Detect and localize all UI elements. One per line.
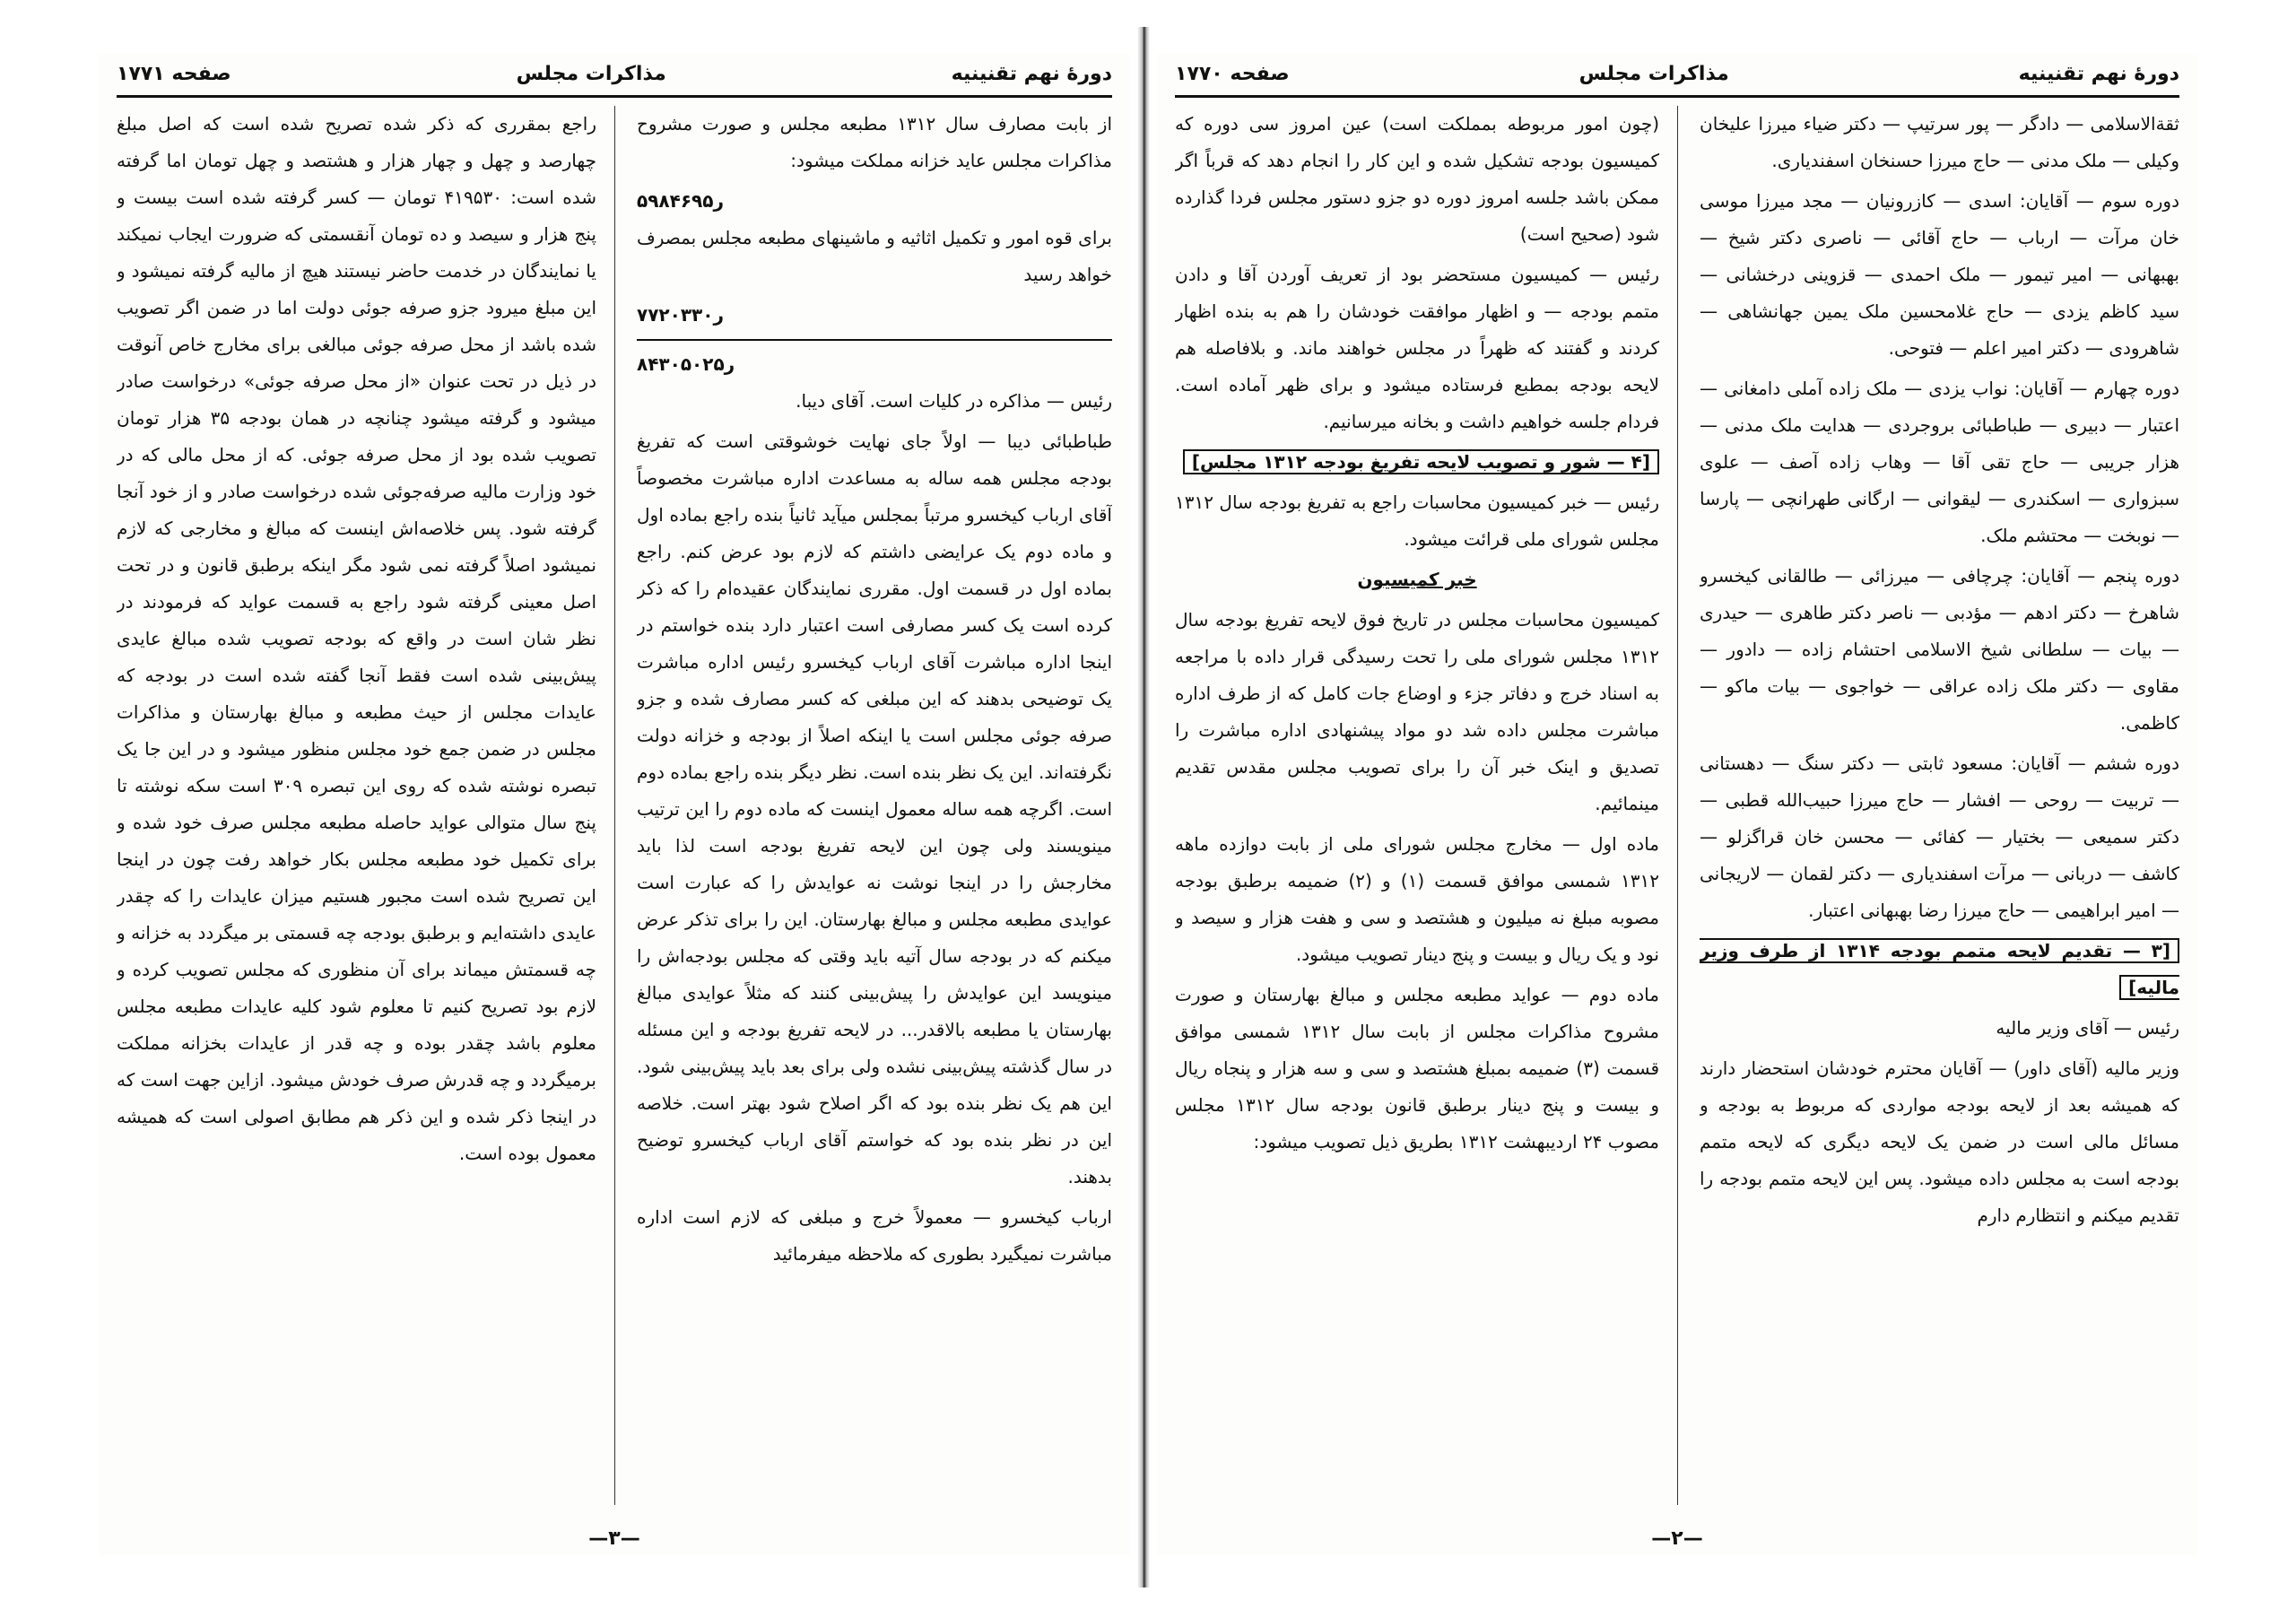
paragraph: رئیس — خبر کمیسیون محاسبات راجع به تفریغ بودجه سال ۱۳۱۲ مجلس شورای ملی قرائت میشود. — [1175, 491, 1659, 550]
right-header-page: صفحه ۱۷۷۰ — [1175, 62, 1290, 85]
left-header-rule — [117, 95, 1112, 98]
paragraph: وزیر مالیه (آقای داور) — آقایان محترم خودشان استحضار دارند که همیشه بعد از لایحه بودجه مواردی که مربوط به بودجه و مسائل مالی است در ضمن یک لایحه دیگری که لایحه متمم بودجه است به مجلس داده میشود. پس این لایحه متمم بودجه را تقدیم میکنم و انتظارم دارم — [1700, 1057, 2179, 1226]
left-page-header — [117, 54, 1112, 93]
right-page-col-right — [1700, 106, 2179, 1505]
amount: ۵۹۸۴۶ر۹۵ — [637, 190, 724, 212]
paragraph: رئیس — آقای وزیر مالیه — [1996, 1017, 2179, 1039]
paragraph: از بابت مصارف سال ۱۳۱۲ مطبعه مجلس و صورت مشروح مذاکرات مجلس عاید خزانه مملکت میشود: — [637, 113, 1112, 171]
paragraph: برای قوه امور و تکمیل اثاثیه و ماشینهای مطبعه مجلس بمصرف خواهد رسید — [637, 227, 1112, 285]
left-header-title: مذاکرات مجلس — [516, 62, 666, 85]
right-page-number: —۲— — [1651, 1527, 1703, 1550]
left-header-page: صفحه ۱۷۷۱ — [117, 62, 231, 85]
column-rule — [614, 106, 615, 1505]
right-header-title: مذاکرات مجلس — [1578, 62, 1729, 85]
paragraph: رئیس — کمیسیون مستحضر بود از تعریف آوردن آقا و دادن متمم بودجه — و اظهار موافقت خودشان را هم به بنده اظهار کردند و گفتند که ظهراً در مجلس خواهند ماند. و بلافاصله هم لایحه بودجه بمطبع فرستاده میشود و برای ظهر آماده است. فردام جلسه خواهیم داشت و بخانه میرسانیم. — [1175, 264, 1659, 432]
paragraph: کمیسیون محاسبات مجلس در تاریخ فوق لایحه تفریغ بودجه سال ۱۳۱۲ مجلس شورای ملی را تحت رسیدگی قرار داده با مراجعه به اسناد خرج و دفاتر جزء و اوضاع جات کامل که از طرف اداره مباشرت مجلس داده شد دو مواد پیشنهادی اداره مباشرت را تصدیق و اینک خبر آن را برای تصویب مجلس مقدس تقدیم مینمائیم. — [1175, 609, 1659, 814]
paragraph: دوره ششم — آقایان: مسعود ثابتی — دکتر سنگ — دهستانی — تربیت — روحی — افشار — حاج میرزا حبیب‌الله قطبی — دکتر سمیعی — بختیار — کفائی — محسن خان قراگزلو — کاشف — دربانی — مرآت اسفندیاری — دکتر لقمان — لاریجانی — امیر ابراهیمی — حاج میرزا رضا بهبهانی اعتبار. — [1700, 752, 2179, 921]
paragraph: دوره چهارم — آقایان: نواب یزدی — ملک زاده آملی دامغانی — اعتبار — دبیری — طباطبائی بروجردی — هدایت ملک مدنی — هزار جریبی — حاج تقی آقا — وهاب زاده آصف — علوی سبزواری — اسکندری — لیقوانی — ارگانی طهرانچی — پارسا — نوبخت — محتشم ملک. — [1700, 378, 2179, 546]
paragraph: طباطبائی دیبا — اولاً جای نهایت خوشوقتی است که تفریغ بودجه مجلس همه ساله به مساعدت اداره مباشرت مخصوصاً آقای ارباب کیخسرو مرتباً بمجلس میآید ثانیاً بنده راجع بماده اول و ماده دوم یک عرایضی داشتم که لازم بود عرض کنم. راجع بماده اول در قسمت اول. مقرری نمایندگان عقیده‌ام را که ذکر کرده است یک کسر مصارفی است اعتبار دارد بنده خواستم در اینجا اداره مباشرت آقای ارباب کیخسرو رئیس اداره مباشرت یک توضیحی بدهند که این مبلغی که کسر مصارف شده و جزو صرفه جوئی مجلس است یا اینکه اصلاً از بودجه و خزانه دولت نگرفته‌اند. این یک نظر بنده است. نظر دیگر بنده راجع بماده دوم است. اگرچه همه ساله معمول اینست که ماده دوم را این ترتیب مینویسند ولی چون این لایحه تفریغ بودجه است لذا باید مخارجش را در اینجا نوشت نه عوایدش را که عبارت است عوایدی مطبعه مجلس و مبالغ بهارستان. این را برای تذکر عرض میکنم که در بودجه سال آتیه باید وقتی که مجلس بودجه‌اش را مینویسد این عوایدش را پیش‌بینی کنند که مثلاً عوایدی مبالغ بهارستان یا مطبعه بالاقدر... در لایحه تفریغ بودجه و این مسئله در سال گذشته پیش‌بینی نشده ولی برای بعد باید پیش‌بینی شود. این هم یک نظر بنده بود که اگر اصلاح شود بهتر است. خلاصه این در نظر بنده بود که خواستم آقای ارباب کیخسرو توضیح بدهند. — [637, 431, 1112, 1187]
paragraph: ارباب کیخسرو — معمولاً خرج و مبلغی که لازم است اداره مباشرت نمیگیرد بطوری که ملاحظه میفرمائید — [637, 1206, 1112, 1265]
right-page — [1157, 54, 2197, 1555]
amount-total: ۸۴۳۰۵۰ر۲۵ — [637, 353, 735, 375]
right-page-header — [1175, 54, 2179, 93]
left-page-col-left — [117, 106, 596, 1505]
left-page-col-right — [637, 106, 1112, 1505]
right-header-volume: دورهٔ نهم تقنینیه — [2018, 62, 2179, 85]
paragraph: (چون امور مربوطه بمملکت است) عین امروز سی دوره که کمیسیون بودجه تشکیل شده و این کار را انجام دهد که قرباً اگر ممکن باشد جلسه امروز دوره دو جزو دستور مجلس فردا گذارده شود (صحیح است) — [1175, 113, 1659, 245]
left-page-number: —۳— — [588, 1527, 640, 1550]
paragraph: ثقةالاسلامی — دادگر — پور سرتیپ — دکتر ضیاء میرزا علیخان وکیلی — ملک مدنی — حاج میرزا حسنخان اسفندیاری. — [1700, 113, 2179, 171]
paragraph: ماده دوم — عواید مطبعه مجلس و مبالغ بهارستان و صورت مشروح مذاکرات مجلس از بابت سال ۱۳۱۲ شمسی موافق قسمت (۳) ضمیمه بمبلغ هشتصد و سی و سه هزار و پنجاه ریال و بیست و پنج دینار برطبق قانون بودجه سال ۱۳۱۲ مجلس مصوب ۲۴ اردیبهشت ۱۳۱۲ بطریق ذیل تصویب میشود: — [1175, 984, 1659, 1152]
paragraph: ماده اول — مخارج مجلس شورای ملی از بابت دوازده ماهه ۱۳۱۲ شمسی موافق قسمت (۱) و (۲) ضمیمه برطبق بودجه مصوبه مبلغ نه میلیون و هشتصد و سی و هفت هزار و سیصد و نود و یک ریال و بیست و پنج دینار تصویب میشود. — [1175, 833, 1659, 965]
right-header-rule — [1175, 95, 2179, 98]
amount: ۷۷۲۰۳ر۳۰ — [637, 304, 724, 326]
left-page — [99, 54, 1130, 1555]
column-rule — [1677, 106, 1678, 1505]
paragraph: دوره پنجم — آقایان: چرچافی — میرزائی — طالقانی کیخسرو شاهرخ — دکتر ادهم — مؤدبی — ناصر دکتر طاهری — حیدری — بیات — سلطانی شیخ الاسلامی احتشام زاده — دادور — مقاوی — دکتر ملک زاده عراقی — خواجوی — بیات ماکو — کاظمی. — [1700, 565, 2179, 734]
book-spine — [1137, 27, 1150, 1587]
paragraph: دوره سوم — آقایان: اسدی — کازرونیان — مجد میرزا موسی خان مرآت — ارباب — حاج آقائی — ناصری دکتر شیخ — بهبهانی — امیر تیمور — ملک احمدی — قزوینی درخشانی — سید کاظم یزدی — حاج غلامحسین ملک یمین جهانشاهی — شاهرودی — دکتر امیر اعلم — فتوحی. — [1700, 190, 2179, 359]
left-header-volume: دورهٔ نهم تقنینیه — [951, 62, 1112, 85]
right-page-col-left — [1175, 106, 1659, 1505]
section-heading: [۳ — تقدیم لایحه متمم بودجه ۱۳۱۴ از طرف وزیر مالیه] — [1700, 940, 2179, 998]
subheading: خبر کمیسیون — [1357, 569, 1477, 590]
section-heading: [۴ — شور و تصویب لایحه تفریغ بودجه ۱۳۱۲ مجلس] — [1183, 449, 1659, 474]
paragraph: رئیس — مذاکره در کلیات است. آقای دیبا. — [796, 390, 1112, 412]
sum-rule — [637, 339, 1112, 341]
paragraph: راجع بمقرری که ذکر شده تصریح شده است که اصل مبلغ چهارصد و چهل و چهار هزار و هشتصد و چهل تومان اما گرفته شده است: ۴۱۹۵۳۰ تومان — کسر گرفته شده است بیست و پنج هزار و سیصد و ده تومان آنقسمتی که ضرورت ایجاب نمیکند یا نمایندگان در خدمت حاضر نیستند هیچ از مالیه گرفته نمیشود و این مبلغ میرود جزو صرفه جوئی دولت اما در ضمن اگر تصویب شده باشد از محل صرفه جوئی مبالغی برای مخارج خاص آنوقت در ذیل در تحت عنوان «از محل صرفه جوئی» درخواست صادر میشود و گرفته میشود چنانچه در همان بودجه ۳۵ هزار تومان تصویب شده بود از محل صرفه جوئی. که از محل مالی که در خود وزارت مالیه صرفه‌جوئی شده درخواست صادر و از خود آنجا گرفته شود. پس خلاصه‌اش اینست که مبالغ و مخارجی که لازم نمیشود اصلاً گرفته نمی شود مگر اینکه برطبق قانون و در تحت اصل معینی گرفته شود راجع به قسمت عواید که فرمودند در نظر شان است در واقع که بودجه تصویب شده مبالغ عایدی پیش‌بینی شده است فقط آنجا گفته شده است در بودجه که عایدات مجلس از حیث مطبعه و مبالغ بهارستان و مذاکرات مجلس در ضمن جمع خود مجلس منظور میشود و در این جا یک تبصره نوشته شده که روی این تبصره ۳۰۹ است سکه نوشته تا پنج سال متوالی عواید حاصله مطبعه مجلس صرف خود شده و برای تکمیل خود مطبعه مجلس بکار خواهد رفت چون در اینجا این تصریح شده است مجبور هستیم میزان عایدات را که چقدر عایدی داشته‌ایم و برطبق بودجه چه قسمتی بر میگردد به خزانه و چه قسمتش میماند برای آن منظوری که مجلس تصویب کرده و لازم بود تصریح کنیم تا معلوم شود کلیه عایدات مطبعه مجلس معلوم باشد چقدر بوده و چه قدر از عایدات بخزانه مملکت برمیگردد و چه قدرش صرف خودش میشود. ازاین جهت است که در اینجا ذکر شده و این ذکر هم مطابق اصولی است که همیشه معمول بوده است. — [117, 113, 596, 1164]
